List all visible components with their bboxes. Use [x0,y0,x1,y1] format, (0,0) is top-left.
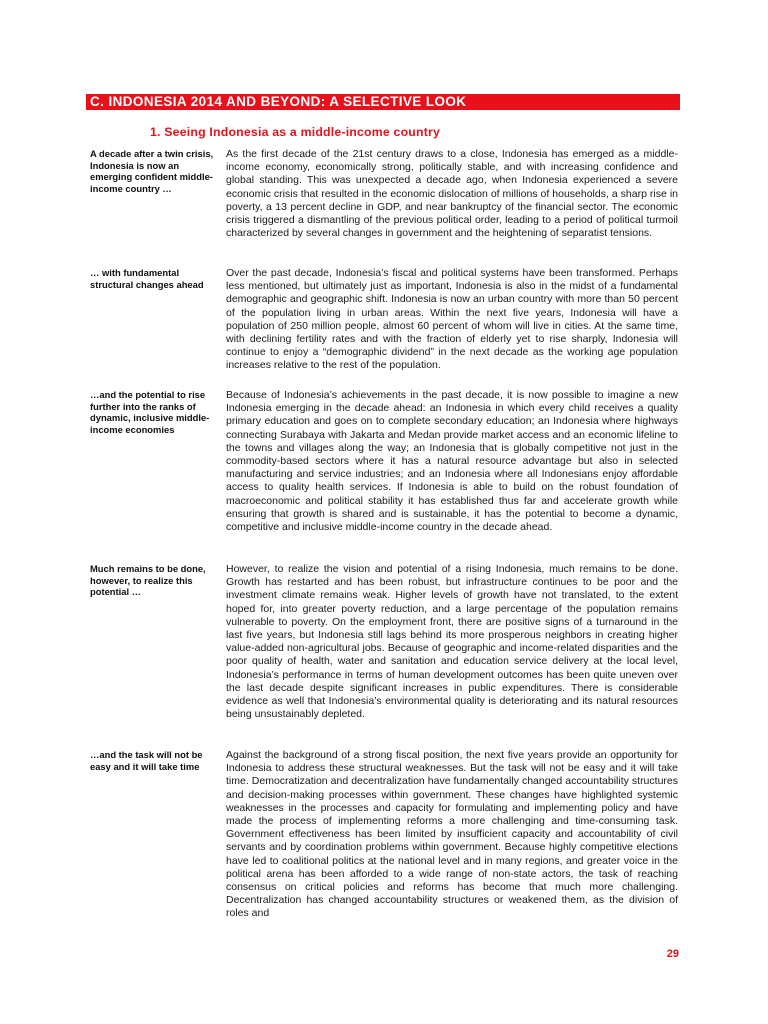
body-text-3: Because of Indonesia’s achievements in the past decade, it is now possible to imagine a new Indonesia emerging in the decade ahead: an Indonesia in which every child receives a quality primary education and goes on to complete secondary education; an Indonesia where highways connecting Surabaya with Jakarta and Medan provide market access and an economic lifeline to the towns and villages along the way; an Indonesia that is globally competitive not just in the commodity-based sectors where it has a natural resource advantage but also in selected manufacturing and service industries; and an Indonesia where all Indonesians enjoy affordable access to quality health services. If Indonesia is able to build on the robust foundation of macroeconomic and political stability it has established thus far and accelerate growth while ensuring that growth is shared and is sustainable, it has the potential to become a dynamic, competitive and inclusive middle-income country in the decade ahead. [226,389,678,534]
side-note-5: …and the task will not be easy and it will take time [90,749,203,772]
side-note-3: …and the potential to rise further into the ranks of dynamic, inclusive middle-income economies [90,389,210,435]
section-title-banner: C. INDONESIA 2014 AND BEYOND: A SELECTIVE LOOK [86,94,680,110]
subsection-title: 1. Seeing Indonesia as a middle-income country [150,125,441,139]
side-note-2: … with fundamental structural changes ahead [90,267,204,290]
body-text-1: As the first decade of the 21st century draws to a close, Indonesia has emerged as a middle-income economy, economically strong, politically stable, and with increasing confidence and global standing. This was unexpected a decade ago, when Indonesia experienced a severe economic crisis that resulted in the economic dislocation of millions of households, a sharp rise in poverty, a 13 percent decline in GDP, and near bankruptcy of the financial sector. The economic crisis triggered a dismantling of the previous political order, leading to a period of political turmoil characterized by several changes in government and the heightening of separatist tensions. [226,148,678,240]
page-number: 29 [666,948,679,960]
side-note-4: Much remains to be done, however, to realize this potential … [90,563,206,598]
body-text-5: Against the background of a strong fiscal position, the next five years provide an opportunity for Indonesia to address these structural weaknesses. But the task will not be easy and it will take time. Democratization and decentralization have fundamentally changed accountability structures and decision-making processes within government. These changes have highlighted systemic weaknesses in the processes and capacity for formulating and implementing policy and have made the process of implementing reforms a more challenging and time-consuming task. Government effectiveness has been limited by insufficient capacity and accountability of civil servants and by coordination problems within government. Because highly competitive elections have led to coalitional politics at the national level and in many regions, and greater voice in the political arena has been afforded to a wide range of non-state actors, the task of reaching consensus on critical policies and reforms has become that much more challenging. Decentralization has changed accountability structures or weakened them, as the division of roles and [226,749,678,920]
body-text-4: However, to realize the vision and potential of a rising Indonesia, much remains to be done. Growth has restarted and has been robust, but infrastructure continues to be poor and the investment climate remains weak. Higher levels of growth have not translated, to the extent hoped for, into greater poverty reduction, and a large percentage of the population remains vulnerable to poverty. On the employment front, there are positive signs of a turnaround in the last five years, but Indonesia still lags behind its more prosperous neighbors in creating higher value-added non-agricultural jobs. Because of geographic and income-related disparities and the poor quality of health, water and sanitation and education service delivery at the local level, Indonesia’s performance in terms of human development outcomes has been quite uneven over the last decade despite significant increases in public expenditures. There is considerable evidence as well that Indonesia’s environmental quality is deteriorating and its natural resources being unsustainably depleted. [226,563,678,721]
side-note-1: A decade after a twin crisis, Indonesia is now an emerging confident middle-income country … [90,148,214,194]
body-text-2: Over the past decade, Indonesia’s fiscal and political systems have been transformed. Perhaps less mentioned, but ultimately just as important, Indonesia is also in the midst of a fundamental demographic and geographic shift. Indonesia is now an urban country with more than 50 percent of the population living in urban areas. Within the next five years, Indonesia will have a population of 250 million people, almost 60 percent of whom will live in cities. At the same time, with declining fertility rates and with the fraction of elderly yet to rise sharply, Indonesia will continue to enjoy a “demographic dividend” in the next decade as the working age population increases relative to the rest of the population. [226,267,678,372]
